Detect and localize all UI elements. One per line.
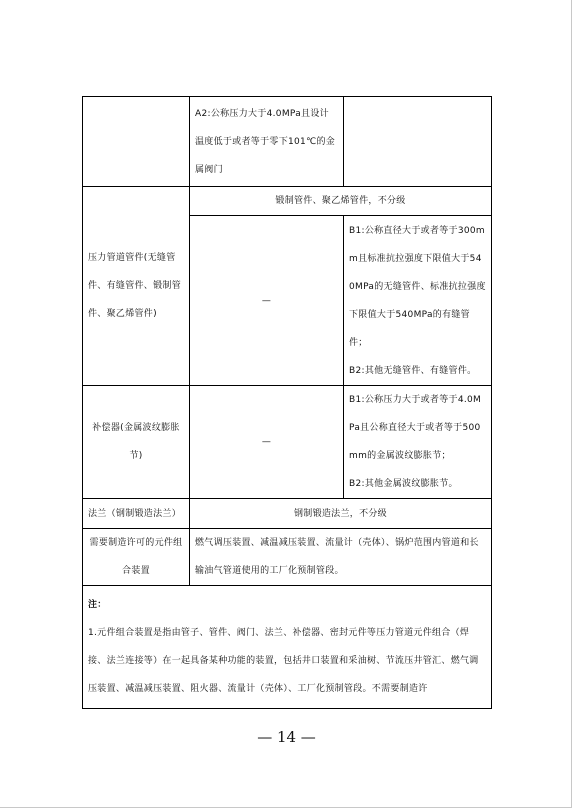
note-title: 注： (88, 600, 107, 610)
a2-grade-cell (344, 97, 492, 187)
spec-table (82, 96, 492, 709)
assembly-category-cell: 需要制造许可的元件组合装置 (83, 529, 190, 586)
fittings-header-cell: 锻制管件、聚乙烯管件，不分级 (190, 187, 492, 216)
compensator-b2-text: B2:其他金属波纹膨胀节。 (349, 479, 458, 489)
dash-mark: — (261, 437, 272, 447)
table-row (83, 97, 492, 187)
fittings-b2-text: B2:其他无缝管件、有缝管件。 (349, 365, 477, 376)
fittings-detail-cell (344, 216, 492, 386)
table-row (83, 586, 492, 709)
table-row (83, 499, 492, 529)
compensator-dash-cell (190, 386, 344, 499)
flange-category-cell: 法兰（钢制锻造法兰） (83, 499, 190, 529)
table-row (83, 187, 492, 216)
note-cell (83, 586, 492, 709)
note-text: 1.元件组合装置是指由管子、管件、阀门、法兰、补偿器、密封元件等压力管道元件组合（焊接、法兰连接等）在一起具备某种功能的装置，包括井口装置和采油树、节流压井管汇、燃气调压装置、减温减压装置、阻火器、流量计（壳体）、工厂化预制管段。不需要制造许 (88, 628, 479, 694)
a2-description-cell: A2:公称压力大于4.0MPa且设计温度低于或者等于零下101℃的金属阀门 (190, 97, 344, 187)
fittings-category-cell: 压力管道管件(无缝管件、有缝管件、锻制管件、聚乙烯管件) (83, 187, 190, 386)
fittings-dash-cell (190, 216, 344, 386)
page-number: — 14 — (257, 728, 316, 746)
assembly-value-cell: 燃气调压装置、减温减压装置、流量计（壳体）、锅炉范围内管道和长输油气管道使用的工厂化预制管段。 (190, 529, 492, 586)
flange-value-cell: 钢制锻造法兰，不分级 (190, 499, 492, 529)
dash-mark: — (261, 295, 272, 306)
fittings-b1-text: B1:公称直径大于或者等于300mm且标准抗拉强度下限值大于540MPa的无缝管件、标准抗拉强度下限值大于540MPa的有缝管件； (349, 225, 486, 348)
compensator-b1-text: B1:公称压力大于或者等于4.0MPa且公称直径大于或者等于500mm的金属波纹膨胀节； (349, 395, 482, 461)
table-row (83, 529, 492, 586)
compensator-detail-cell (344, 386, 492, 499)
table-row (83, 386, 492, 499)
compensator-category-cell: 补偿器(金属波纹膨胀节) (83, 386, 190, 499)
a2-category-cell (83, 97, 190, 187)
